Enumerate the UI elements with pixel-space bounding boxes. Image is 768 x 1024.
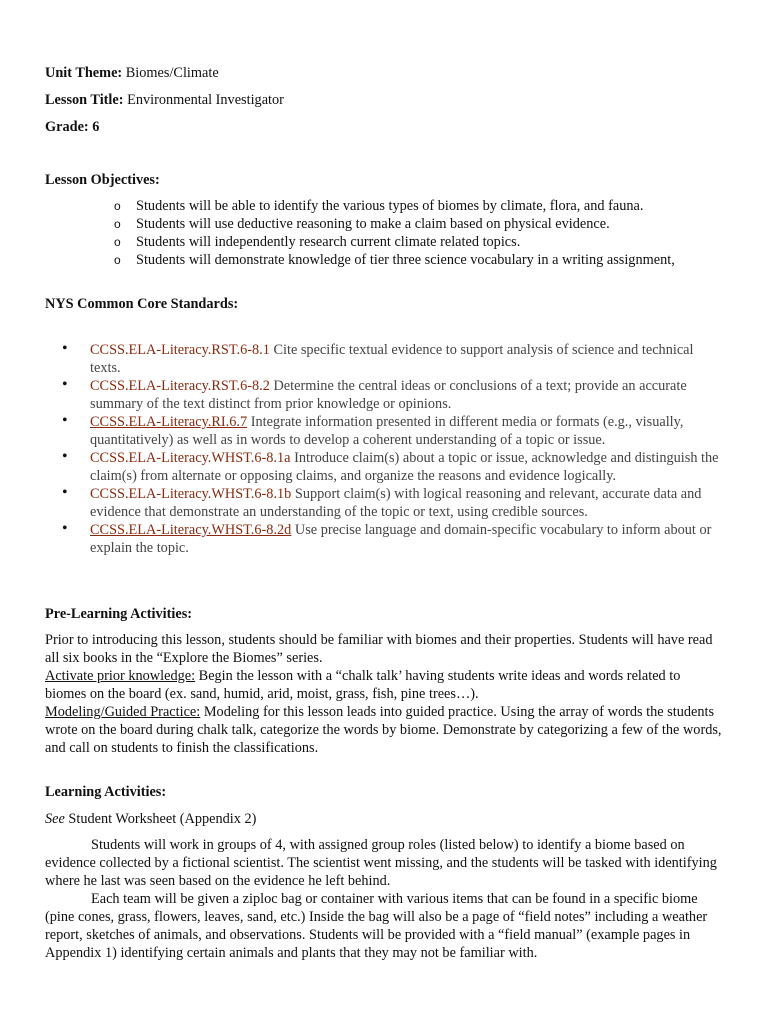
pre-learning-section bbox=[45, 631, 725, 757]
list-item bbox=[62, 341, 724, 377]
hollow-bullet-icon: o bbox=[114, 217, 121, 231]
standard-code-link[interactable]: CCSS.ELA-Literacy.WHST.6-8.1a bbox=[90, 450, 291, 466]
learning-paragraph-1: Students will work in groups of 4, with assigned group roles (listed below) to identify a biome based on evidence collected by a fictional scientist. The scientist went missing, and the students will be tasked with identifying where he last was seen based on the evidence he left behind. bbox=[45, 837, 717, 889]
list-item bbox=[114, 215, 734, 233]
lesson-title-line bbox=[45, 91, 284, 109]
unit-theme-value: Biomes/Climate bbox=[125, 65, 219, 81]
activate-knowledge-text: Begin the lesson with a “chalk talk’ having students write ideas and words related to biomes on the board (ex. sand, humid, arid, moist, grass, fish, pine trees…). bbox=[45, 668, 681, 702]
unit-theme-line bbox=[45, 64, 219, 82]
standard-code-link[interactable]: CCSS.ELA-Literacy.WHST.6-8.1b bbox=[90, 486, 292, 502]
learning-heading: Learning Activities: bbox=[45, 784, 167, 800]
bullet-icon: • bbox=[62, 484, 68, 501]
list-item bbox=[114, 251, 734, 269]
worksheet-reference-text: Student Worksheet (Appendix 2) bbox=[68, 811, 257, 827]
learning-paragraph-2: Each team will be given a ziploc bag or container with various items that can be found in a specific biome (pine cones, grass, flowers, leaves, sand, etc.) Inside the bag will also be a page of “field notes” including a weather report, sketches of animals, and observations. Students will be provided with a “field manual” (example pages in Appendix 1) identifying certain animals and plants that they may not be familiar with. bbox=[45, 891, 708, 961]
hollow-bullet-icon: o bbox=[114, 235, 121, 249]
list-item bbox=[62, 449, 724, 485]
activate-knowledge-paragraph bbox=[45, 667, 725, 703]
objectives-list bbox=[114, 197, 734, 269]
standard-code-link[interactable]: CCSS.ELA-Literacy.RST.6-8.1 bbox=[90, 342, 270, 358]
unit-theme-label: Unit Theme: bbox=[45, 65, 123, 81]
bullet-icon: • bbox=[62, 412, 68, 429]
standard-description: Use precise language and domain-specific vocabulary to inform about or explain the topic. bbox=[90, 522, 712, 556]
list-item bbox=[114, 197, 734, 215]
bullet-icon: • bbox=[62, 340, 68, 357]
grade-line bbox=[45, 118, 99, 136]
objective-text: Students will independently research current climate related topics. bbox=[136, 234, 521, 250]
grade-value: 6 bbox=[92, 119, 100, 135]
lesson-title-value: Environmental Investigator bbox=[127, 92, 284, 108]
bullet-icon: • bbox=[62, 448, 68, 465]
worksheet-reference bbox=[45, 810, 256, 828]
standard-description: Support claim(s) with logical reasoning and relevant, accurate data and evidence that demonstrate an understanding of the topic or text, using credible sources. bbox=[90, 486, 702, 520]
standard-description: Introduce claim(s) about a topic or issue, acknowledge and distinguish the claim(s) from alternate or opposing claims, and organize the reasons and evidence logically. bbox=[90, 450, 719, 484]
standard-code-link[interactable]: CCSS.ELA-Literacy.WHST.6-8.2d bbox=[90, 522, 292, 538]
objective-text: Students will use deductive reasoning to make a claim based on physical evidence. bbox=[136, 216, 610, 232]
modeling-label: Modeling/Guided Practice: bbox=[45, 704, 201, 720]
objective-text: Students will demonstrate knowledge of tier three science vocabulary in a writing assignment, bbox=[136, 252, 675, 268]
standard-code-link[interactable]: CCSS.ELA-Literacy.RI.6.7 bbox=[90, 414, 248, 430]
list-item bbox=[62, 521, 724, 557]
list-item bbox=[114, 233, 734, 251]
list-item bbox=[62, 377, 724, 413]
modeling-paragraph bbox=[45, 703, 725, 757]
list-item bbox=[62, 413, 724, 449]
modeling-text: Modeling for this lesson leads into guided practice. Using the array of words the students wrote on the board during chalk talk, categorize the words by biome. Demonstrate by categorizing a few of the words, and call on students to finish the classifications. bbox=[45, 704, 722, 756]
bullet-icon: • bbox=[62, 376, 68, 393]
objectives-heading: Lesson Objectives: bbox=[45, 172, 160, 188]
standard-description: Determine the central ideas or conclusions of a text; provide an accurate summary of the text distinct from prior knowledge or opinions. bbox=[90, 378, 687, 412]
hollow-bullet-icon: o bbox=[114, 253, 121, 267]
grade-label: Grade: bbox=[45, 119, 89, 135]
list-item bbox=[62, 485, 724, 521]
standard-description: Integrate information presented in different media or formats (e.g., visually, quantitatively) as well as in words to develop a coherent understanding of a topic or issue. bbox=[90, 414, 684, 448]
lesson-title-label: Lesson Title: bbox=[45, 92, 124, 108]
pre-learning-heading: Pre-Learning Activities: bbox=[45, 606, 193, 622]
activate-knowledge-label: Activate prior knowledge: bbox=[45, 668, 196, 684]
learning-section bbox=[45, 836, 725, 962]
objective-text: Students will be able to identify the various types of biomes by climate, flora, and fauna. bbox=[136, 198, 644, 214]
bullet-icon: • bbox=[62, 520, 68, 537]
see-italic: See bbox=[45, 811, 65, 827]
standards-list bbox=[62, 341, 724, 557]
hollow-bullet-icon: o bbox=[114, 199, 121, 213]
pre-learning-intro: Prior to introducing this lesson, students should be familiar with biomes and their properties. Students will have read all six books in the “Explore the Biomes” series. bbox=[45, 632, 713, 666]
standard-description: Cite specific textual evidence to support analysis of science and technical texts. bbox=[90, 342, 694, 376]
standard-code-link[interactable]: CCSS.ELA-Literacy.RST.6-8.2 bbox=[90, 378, 270, 394]
standards-heading: NYS Common Core Standards: bbox=[45, 296, 239, 312]
